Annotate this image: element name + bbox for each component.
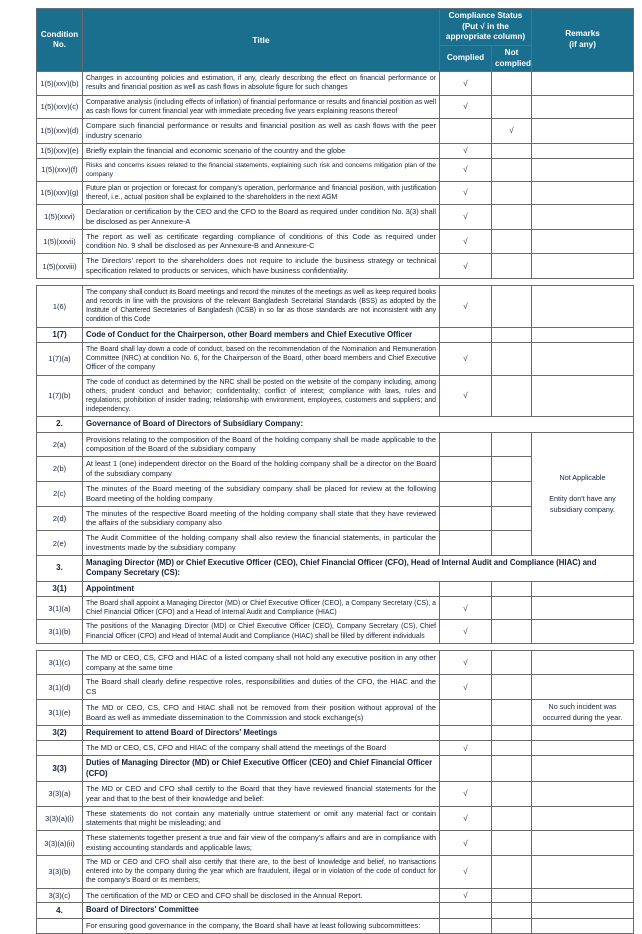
condition-no-cell: 2(e)	[37, 531, 83, 556]
condition-no-cell: 3(1)(b)	[37, 620, 83, 643]
condition-no-cell: 2(d)	[37, 506, 83, 531]
table-row	[37, 700, 634, 726]
not-complied-cell[interactable]	[492, 856, 532, 889]
table-row	[37, 343, 634, 376]
complied-cell[interactable]: √	[440, 620, 492, 643]
complied-cell[interactable]: √	[440, 95, 492, 118]
complied-cell[interactable]: √	[440, 375, 492, 417]
condition-no-cell: 1(7)(b)	[37, 375, 83, 417]
not-complied-cell[interactable]	[492, 204, 532, 229]
not-complied-cell[interactable]	[492, 229, 532, 254]
condition-no-cell: 2(a)	[37, 432, 83, 457]
condition-no-cell: 3.	[37, 556, 83, 582]
complied-cell[interactable]: √	[440, 343, 492, 376]
condition-title-cell: The Directors' report to the shareholders does not require to include the business strategy or technical specification related to products or services, which have business confidentiality.	[83, 254, 440, 279]
not-complied-cell[interactable]	[492, 457, 532, 482]
header-row-top	[37, 9, 634, 46]
condition-no-cell: 3(3)(c)	[37, 888, 83, 903]
table-row	[37, 650, 634, 675]
complied-cell[interactable]: √	[440, 158, 492, 181]
condition-no-cell: 3(3)	[37, 756, 83, 782]
section-title-cell: Code of Conduct for the Chairperson, other Board members and Chief Executive Officer	[83, 327, 440, 342]
table-row	[37, 285, 634, 327]
remarks-cell	[532, 597, 634, 620]
complied-cell[interactable]: √	[440, 856, 492, 889]
complied-cell[interactable]: √	[440, 650, 492, 675]
table-row	[37, 741, 634, 756]
condition-no-cell: 4.	[37, 903, 83, 918]
condition-title-cell: Declaration or certification by the CEO and the CFO to the Board as required under condition No. 3(3) shall be disclosed as per Annexure-A	[83, 204, 440, 229]
complied-cell[interactable]	[440, 726, 492, 741]
table-body-block-3	[37, 650, 634, 933]
condition-no-cell: 1(5)(xxvii)	[37, 229, 83, 254]
condition-title-cell: The minutes of the Board meeting of the subsidiary company shall be placed for review at the following Board meeting of the holding company	[83, 481, 440, 506]
condition-no-cell: 1(7)	[37, 327, 83, 342]
not-complied-cell[interactable]	[492, 888, 532, 903]
compliance-table-block-2	[36, 285, 634, 644]
complied-cell[interactable]: √	[440, 181, 492, 204]
condition-no-cell: 3(3)(a)(i)	[37, 806, 83, 831]
remark-not-applicable: Not Applicable	[559, 472, 606, 482]
not-complied-cell[interactable]	[492, 327, 532, 342]
header-remarks-line1: Remarks	[565, 29, 600, 39]
not-complied-cell[interactable]	[492, 741, 532, 756]
complied-cell[interactable]	[440, 118, 492, 143]
condition-no-cell: 1(5)(xxv)(g)	[37, 181, 83, 204]
condition-title-cell: Briefly explain the financial and economic scenario of the country and the globe	[83, 143, 440, 158]
complied-cell[interactable]: √	[440, 888, 492, 903]
table-row	[37, 856, 634, 889]
not-complied-cell[interactable]	[492, 918, 532, 933]
section-title-cell: Governance of Board of Directors of Subsidiary Company:	[83, 417, 634, 432]
condition-title-cell: The Board shall lay down a code of conduct, based on the recommendation of the Nomination and Remuneration Committee (NRC) at condition No. 6, for the Chairperson of the Board, other board members and Chief Executive Officer of the company	[83, 343, 440, 376]
section-header-row	[37, 756, 634, 782]
condition-title-cell: The Board shall appoint a Managing Director (MD) or Chief Executive Officer (CEO), a Company Secretary (CS), a Chief Financial Officer (CFO) and a Head of Internal Audit and Compliance (HIAC)	[83, 597, 440, 620]
table-row	[37, 254, 634, 279]
condition-title-cell: The report as well as certificate regarding compliance of conditions of this Code as required under condition No. 9 shall be disclosed as per Annexure-B and Annexure-C	[83, 229, 440, 254]
table-row	[37, 95, 634, 118]
condition-no-cell: 1(5)(xxv)(d)	[37, 118, 83, 143]
condition-title-cell: The code of conduct as determined by the NRC shall be posted on the website of the company including, among others, prudent conduct and behavior; confidentiality; conflict of interest; compliance with laws, rules and regulations; prohibition of insider trading; relationship with environment, employees, customers and suppliers; and independency.	[83, 375, 440, 417]
remarks-cell	[532, 285, 634, 327]
header-remarks-line2: (if any)	[569, 40, 596, 50]
section-header-row	[37, 417, 634, 432]
remarks-cell	[532, 620, 634, 643]
remarks-cell	[532, 181, 634, 204]
not-complied-cell[interactable]	[492, 903, 532, 918]
complied-cell[interactable]	[440, 581, 492, 596]
table-row	[37, 143, 634, 158]
table-row	[37, 831, 634, 856]
remarks-cell	[532, 806, 634, 831]
not-complied-cell[interactable]	[492, 531, 532, 556]
remarks-cell	[532, 229, 634, 254]
remarks-cell	[532, 375, 634, 417]
condition-no-cell: 2.	[37, 417, 83, 432]
not-complied-cell[interactable]	[492, 285, 532, 327]
remarks-cell	[532, 327, 634, 342]
remarks-cell: No such incident was occurred during the year.	[532, 700, 634, 726]
compliance-status-line3: appropriate column)	[445, 32, 526, 42]
condition-no-cell: 1(7)(a)	[37, 343, 83, 376]
table-row	[37, 675, 634, 700]
compliance-status-line1: Compliance Status	[448, 11, 523, 20]
table-body-block-1	[37, 72, 634, 279]
remarks-cell	[532, 143, 634, 158]
header-condition-no-line2: No.	[53, 40, 66, 50]
condition-no-cell: 2(b)	[37, 457, 83, 482]
condition-title-cell: Provisions relating to the composition of the Board of the holding company shall be made applicable to the composition of the Board of the subsidiary company	[83, 432, 440, 457]
not-complied-cell[interactable]	[492, 343, 532, 376]
not-complied-cell[interactable]	[492, 432, 532, 457]
not-complied-cell[interactable]	[492, 254, 532, 279]
header-condition-no	[37, 9, 83, 72]
header-not-complied	[492, 45, 532, 71]
condition-no-cell: 3(1)(c)	[37, 650, 83, 675]
condition-no-cell: 3(3)(a)(ii)	[37, 831, 83, 856]
remark-no-subsidiary: Entity don't have any subsidiary company.	[549, 494, 616, 514]
table-row	[37, 888, 634, 903]
table-row	[37, 118, 634, 143]
remarks-cell	[532, 888, 634, 903]
condition-no-cell: 3(2)	[37, 726, 83, 741]
header-not-complied-line1: Not	[504, 47, 519, 57]
not-complied-cell[interactable]	[492, 581, 532, 596]
condition-no-cell	[37, 918, 83, 933]
condition-title-cell: At least 1 (one) independent director on the Board of the holding company shall be a director on the Board of the subsidiary company	[83, 457, 440, 482]
not-complied-cell[interactable]	[492, 181, 532, 204]
header-condition-no-line1: Condition	[40, 29, 79, 39]
header-not-complied-line2: complied	[495, 58, 531, 68]
remarks-cell	[532, 650, 634, 675]
condition-title-cell: The Board shall clearly define respective roles, responsibilities and duties of the CFO, the HIAC and the CS	[83, 675, 440, 700]
condition-title-cell: Comparative analysis (including effects of inflation) of financial performance or results and financial position as well as cash flows for current financial year with immediate preceding five years explaining reasons thereof	[83, 95, 440, 118]
complied-cell[interactable]	[440, 918, 492, 933]
not-complied-cell[interactable]	[492, 675, 532, 700]
table-row	[37, 620, 634, 643]
remarks-cell	[532, 675, 634, 700]
not-complied-cell[interactable]	[492, 806, 532, 831]
condition-no-cell: 1(6)	[37, 285, 83, 327]
not-complied-cell[interactable]	[492, 781, 532, 806]
not-complied-cell[interactable]	[492, 756, 532, 782]
remarks-cell	[532, 756, 634, 782]
remarks-cell	[532, 741, 634, 756]
condition-title-cell: The MD or CEO, CS, CFO and HIAC of a listed company shall not hold any executive position in any other company at the same time	[83, 650, 440, 675]
remarks-cell	[532, 918, 634, 933]
condition-title-cell: The MD or CEO and CFO shall also certify that there are, to the best of knowledge and belief, no transactions entered into by the company during the year which are fraudulent, illegal or in violation of the code of conduct for the company's Board or its members;	[83, 856, 440, 889]
table-row	[37, 204, 634, 229]
complied-cell[interactable]	[440, 327, 492, 342]
complied-cell[interactable]	[440, 700, 492, 726]
remarks-cell	[532, 254, 634, 279]
not-complied-cell[interactable]	[492, 506, 532, 531]
condition-no-cell: 3(1)	[37, 581, 83, 596]
complied-cell[interactable]: √	[440, 229, 492, 254]
condition-title-cell: The Audit Committee of the holding company shall also review the financial statements, in particular the investments made by the subsidiary company	[83, 531, 440, 556]
complied-cell[interactable]	[440, 432, 492, 457]
complied-cell[interactable]: √	[440, 741, 492, 756]
remarks-cell	[532, 903, 634, 918]
table-header	[37, 9, 634, 72]
table-body-block-2	[37, 285, 634, 643]
compliance-table-block-1	[36, 8, 634, 279]
compliance-table-block-3	[36, 650, 634, 934]
condition-no-cell: 3(1)(a)	[37, 597, 83, 620]
complied-cell[interactable]: √	[440, 254, 492, 279]
condition-title-cell: The company shall conduct its Board meetings and record the minutes of the meetings as well as keep required books and records in line with the provisions of the relevant Bangladesh Secretarial Standards (BSS) as adopted by the Institute of Chartered Secretaries of Bangladesh (ICSB) in so far as those standards are not inconsistent with any condition of this Code	[83, 285, 440, 327]
condition-title-cell: Compare such financial performance or results and financial position as well as cash flows with the peer industry scenario	[83, 118, 440, 143]
condition-no-cell: 1(5)(xxviii)	[37, 254, 83, 279]
complied-cell[interactable]: √	[440, 675, 492, 700]
compliance-status-line2: (Put √ in the	[462, 21, 509, 31]
condition-title-cell: These statements together present a true and fair view of the company's affairs and are in compliance with existing accounting standards and applicable laws;	[83, 831, 440, 856]
section-header-row	[37, 726, 634, 741]
table-row	[37, 597, 634, 620]
condition-title-cell: The MD or CEO and CFO shall certify to the Board that they have reviewed financial statements for the year and that to the best of their knowledge and belief:	[83, 781, 440, 806]
section-header-row	[37, 556, 634, 582]
complied-cell[interactable]	[440, 481, 492, 506]
complied-cell[interactable]: √	[440, 781, 492, 806]
condition-no-cell: 1(5)(xxv)(f)	[37, 158, 83, 181]
section-title-cell: Requirement to attend Board of Directors' Meetings	[83, 726, 440, 741]
remarks-cell	[532, 856, 634, 889]
not-complied-cell[interactable]	[492, 597, 532, 620]
condition-no-cell: 3(1)(d)	[37, 675, 83, 700]
condition-no-cell: 3(3)(b)	[37, 856, 83, 889]
remarks-cell	[532, 343, 634, 376]
condition-no-cell	[37, 741, 83, 756]
table-row	[37, 781, 634, 806]
table-row	[37, 181, 634, 204]
condition-no-cell: 1(5)(xxv)(b)	[37, 72, 83, 95]
condition-no-cell: 1(5)(xxv)(e)	[37, 143, 83, 158]
condition-title-cell: The positions of the Managing Director (MD) or Chief Executive Officer (CEO), Company Secretary (CS), Chief Financial Officer (CFO) and Head of Internal Audit and Compliance (HIAC) shall be filled by different individuals	[83, 620, 440, 643]
condition-title-cell: The MD or CEO, CS, CFO and HIAC shall not be removed from their position without approval of the Board as well as immediate dissemination to the Commission and stock exchange(s)	[83, 700, 440, 726]
table-row	[37, 918, 634, 933]
not-complied-cell[interactable]	[492, 726, 532, 741]
complied-cell[interactable]: √	[440, 597, 492, 620]
condition-no-cell: 1(5)(xxv)(c)	[37, 95, 83, 118]
table-row	[37, 375, 634, 417]
table-row	[37, 806, 634, 831]
remarks-cell	[532, 781, 634, 806]
complied-cell[interactable]	[440, 903, 492, 918]
section-title-cell: Duties of Managing Director (MD) or Chief Executive Officer (CEO) and Chief Financial Officer (CFO)	[83, 756, 440, 782]
section-header-row	[37, 327, 634, 342]
remarks-cell	[532, 72, 634, 95]
section-title-cell: Managing Director (MD) or Chief Executive Officer (CEO), Chief Financial Officer (CFO), Head of Internal Audit and Compliance (HIAC) and Company Secretary (CS):	[83, 556, 634, 582]
table-row	[37, 158, 634, 181]
not-complied-cell[interactable]	[492, 158, 532, 181]
complied-cell[interactable]: √	[440, 143, 492, 158]
complied-cell[interactable]	[440, 531, 492, 556]
complied-cell[interactable]: √	[440, 285, 492, 327]
header-title: Title	[83, 9, 440, 72]
not-complied-cell[interactable]	[492, 700, 532, 726]
remarks-cell-merged	[532, 432, 634, 555]
condition-title-cell: Risks and concerns issues related to the financial statements, explaining such risk and concerns mitigation plan of the company	[83, 158, 440, 181]
remarks-cell	[532, 158, 634, 181]
table-row	[37, 72, 634, 95]
complied-cell[interactable]	[440, 457, 492, 482]
remarks-cell	[532, 204, 634, 229]
condition-title-cell: The MD or CEO, CS, CFO and HIAC of the company shall attend the meetings of the Board	[83, 741, 440, 756]
condition-title-cell: Future plan or projection or forecast for company's operation, performance and financial position, with justification thereof, i.e., actual position shall be explained to the shareholders in the next AGM	[83, 181, 440, 204]
section-header-row	[37, 903, 634, 918]
not-complied-cell[interactable]	[492, 143, 532, 158]
header-complied: Complied	[440, 45, 492, 71]
not-complied-cell[interactable]	[492, 620, 532, 643]
condition-title-cell: The minutes of the respective Board meeting of the holding company shall state that they have reviewed the affairs of the subsidiary company also	[83, 506, 440, 531]
condition-no-cell: 3(1)(e)	[37, 700, 83, 726]
condition-no-cell: 1(5)(xxvi)	[37, 204, 83, 229]
table-row	[37, 229, 634, 254]
remarks-cell	[532, 726, 634, 741]
not-complied-cell[interactable]	[492, 481, 532, 506]
remarks-cell	[532, 95, 634, 118]
complied-cell[interactable]	[440, 506, 492, 531]
complied-cell[interactable]: √	[440, 72, 492, 95]
table-row	[37, 432, 634, 457]
not-complied-cell[interactable]: √	[492, 118, 532, 143]
remarks-cell	[532, 118, 634, 143]
condition-title-cell: The certification of the MD or CEO and CFO shall be disclosed in the Annual Report.	[83, 888, 440, 903]
condition-no-cell: 2(c)	[37, 481, 83, 506]
header-remarks	[532, 9, 634, 72]
not-complied-cell[interactable]	[492, 95, 532, 118]
complied-cell[interactable]: √	[440, 831, 492, 856]
condition-title-cell: These statements do not contain any materially untrue statement or omit any material fact or contain statements that might be misleading; and	[83, 806, 440, 831]
not-complied-cell[interactable]	[492, 831, 532, 856]
condition-title-cell: Changes in accounting policies and estimation, if any, clearly describing the effect on financial performance or results and financial position as well as cash flows in absolute figure for such changes	[83, 72, 440, 95]
complied-cell[interactable]	[440, 756, 492, 782]
condition-title-cell: For ensuring good governance in the company, the Board shall have at least following subcommittees:	[83, 918, 440, 933]
complied-cell[interactable]: √	[440, 806, 492, 831]
section-header-row	[37, 581, 634, 596]
remarks-cell	[532, 581, 634, 596]
section-title-cell: Board of Directors' Committee	[83, 903, 440, 918]
not-complied-cell[interactable]	[492, 650, 532, 675]
condition-no-cell: 3(3)(a)	[37, 781, 83, 806]
not-complied-cell[interactable]	[492, 375, 532, 417]
remarks-cell	[532, 831, 634, 856]
header-compliance-status	[440, 9, 532, 46]
complied-cell[interactable]: √	[440, 204, 492, 229]
section-title-cell: Appointment	[83, 581, 440, 596]
not-complied-cell[interactable]	[492, 72, 532, 95]
